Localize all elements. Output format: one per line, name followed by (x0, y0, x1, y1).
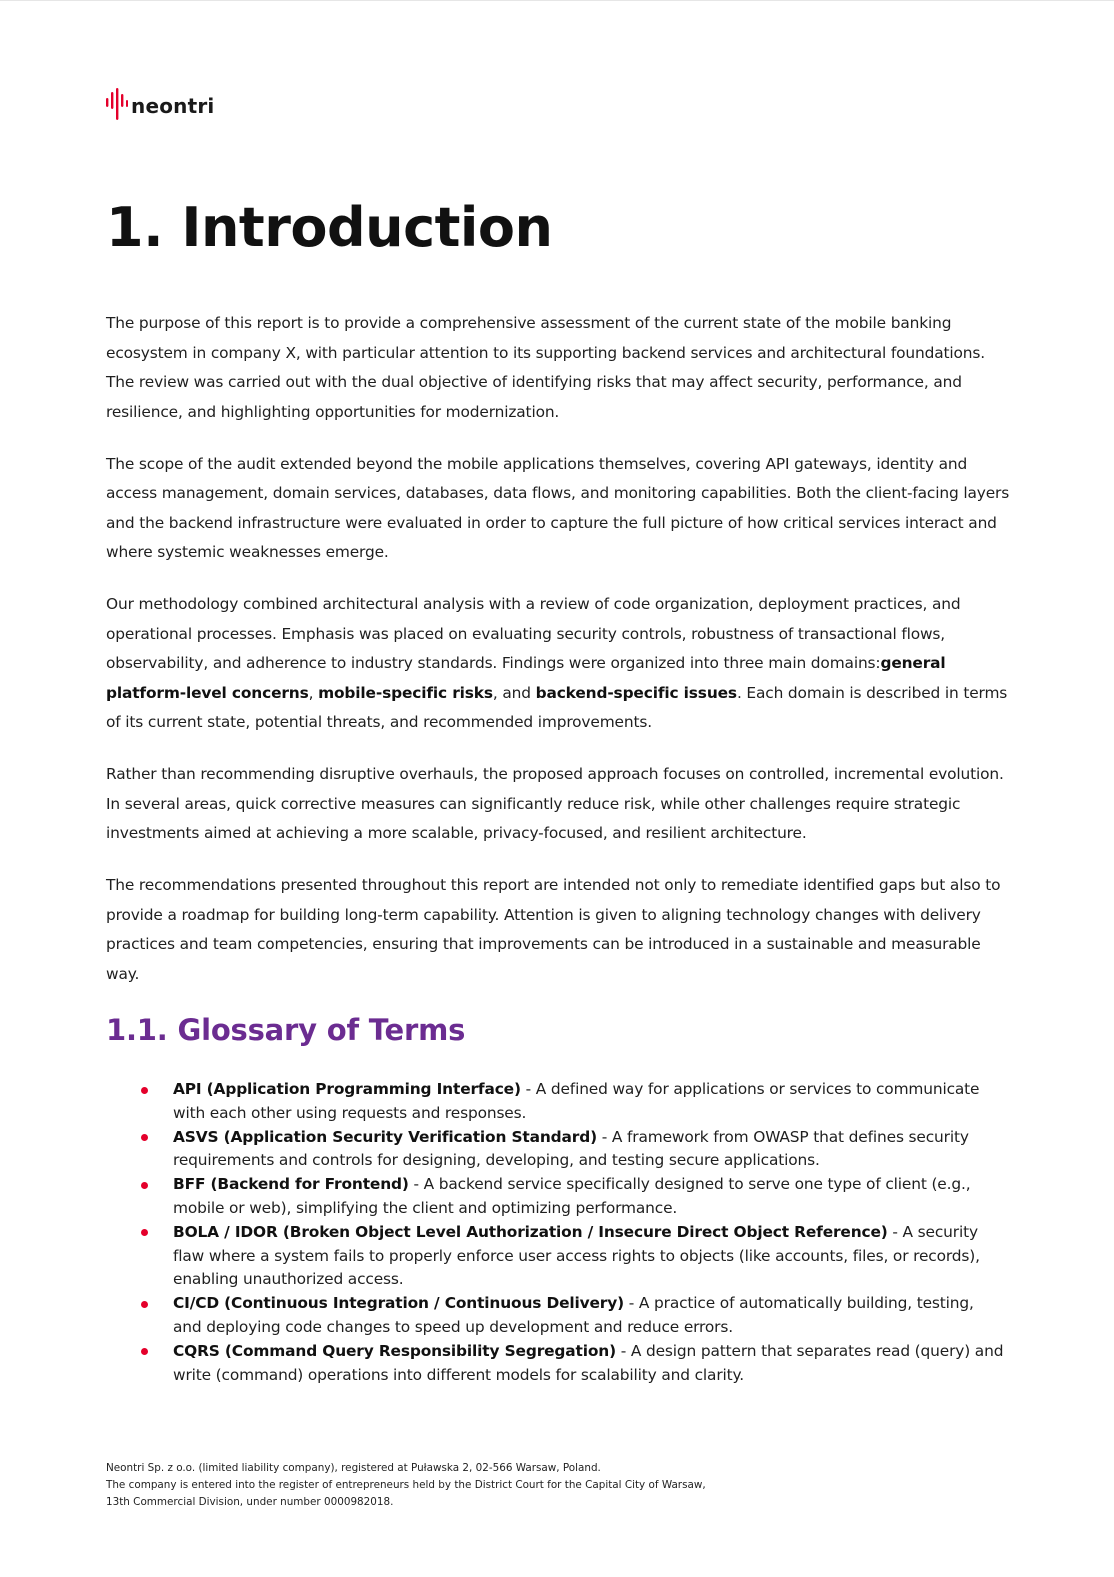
body-paragraph (106, 760, 1011, 849)
paragraph-text: Our methodology combined architectural analysis with a review of code organization, deployment practices, and operational processes. Emphasis was placed on evaluating security controls, robustness of transactional flows, observability, and adherence to industry standards. Findings were organized into three main domains: (106, 595, 961, 672)
bullet-icon (141, 1348, 148, 1355)
glossary-section-title: 1.1. Glossary of Terms (106, 1013, 466, 1047)
glossary-definition: - A framework from OWASP that defines security requirements and controls for designing, developing, and testing secure applications. (173, 1127, 969, 1170)
footer-line: 13th Commercial Division, under number 0000982018. (106, 1495, 394, 1508)
glossary-term: ASVS (Application Security Verification Standard) (173, 1127, 597, 1146)
introduction-body (106, 309, 1011, 1012)
paragraph-text: The scope of the audit extended beyond the mobile applications themselves, covering API gateways, identity and access management, domain services, databases, data flows, and monitoring capabilities. Both the client-facing layers and the backend infrastructure were evaluated in order to capture the full picture of how critical services interact and where systemic weaknesses emerge. (106, 454, 1010, 561)
glossary-definition: - A security flaw where a system fails to properly enforce user access rights to objects (like accounts, files, or records), enabling unauthorized access. (173, 1222, 980, 1289)
glossary-definition: - A design pattern that separates read (query) and write (command) operations into different models for scalability and clarity. (173, 1341, 1004, 1384)
paragraph-text: Rather than recommending disruptive overhauls, the proposed approach focuses on controlled, incremental evolution. In several areas, quick corrective measures can significantly reduce risk, while other challenges require strategic investments aimed at achieving a more scalable, privacy-focused, and resilient architecture. (106, 765, 1004, 842)
glossary-item (106, 1078, 1006, 1126)
paragraph-emphasis: mobile-specific risks (318, 683, 493, 702)
glossary-definition: - A backend service specifically designed to serve one type of client (e.g., mobile or web), simplifying the client and optimizing performance. (173, 1175, 971, 1217)
body-paragraph (106, 871, 1011, 989)
footer-line: Neontri Sp. z o.o. (limited liability company), registered at Puławska 2, 02-566 Warsaw, Poland. (106, 1462, 601, 1474)
page-title: 1. Introduction (106, 196, 553, 259)
glossary-definition: - A defined way for applications or services to communicate with each other using requests and responses. (173, 1080, 980, 1122)
page-top-border (0, 0, 1114, 1)
glossary-item (106, 1340, 1006, 1388)
glossary-term: CI/CD (Continuous Integration / Continuous Delivery) (173, 1294, 625, 1313)
paragraph-text: The recommendations presented throughout this report are intended not only to remediate identified gaps but also to provide a roadmap for building long-term capability. Attention is given to aligning technology changes with delivery practices and team competencies, ensuring that improvements can be introduced in a sustainable and measurable way. (106, 876, 1001, 983)
glossary-term: API (Application Programming Interface) (173, 1080, 521, 1098)
paragraph-text: . Each domain is described in terms of its current state, potential threats, and recommended improvements. (106, 683, 1008, 731)
paragraph-text: , and (492, 683, 536, 702)
glossary-item (106, 1292, 1006, 1340)
body-paragraph (106, 309, 1011, 427)
paragraph-emphasis: backend-specific issues (535, 683, 737, 702)
bullet-icon (141, 1301, 148, 1308)
glossary-term: BFF (Backend for Frontend) (173, 1175, 409, 1194)
glossary-term: BOLA / IDOR (Broken Object Level Authorization / Insecure Direct Object Reference) (173, 1222, 888, 1241)
neontri-logo (106, 80, 214, 120)
neontri-logo-mark-icon (106, 88, 128, 120)
glossary-definition: - A practice of automatically building, testing, and deploying code changes to speed up development and reduce errors. (173, 1294, 974, 1336)
footer-line: The company is entered into the register of entrepreneurs held by the District Court for the Capital City of Warsaw, (106, 1478, 706, 1491)
bullet-icon (141, 1134, 148, 1141)
paragraph-text: , (308, 683, 319, 702)
paragraph-text: The purpose of this report is to provide a comprehensive assessment of the current state of the mobile banking ecosystem in company X, with particular attention to its supporting backend services and architectural foundations. The review was carried out with the dual objective of identifying risks that may affect security, performance, and resilience, and highlighting opportunities for modernization. (106, 314, 986, 421)
bullet-icon (141, 1229, 148, 1236)
glossary-term: CQRS (Command Query Responsibility Segregation) (173, 1341, 616, 1360)
glossary-item (106, 1126, 1006, 1174)
glossary-item (106, 1221, 1006, 1292)
glossary-item (106, 1173, 1006, 1221)
bullet-icon (141, 1182, 148, 1189)
glossary-list (106, 1078, 1006, 1387)
bullet-icon (141, 1087, 148, 1094)
company-footer (106, 1460, 906, 1510)
body-paragraph (106, 590, 1011, 738)
logo-wordmark: neontri (131, 94, 215, 118)
body-paragraph (106, 450, 1011, 568)
paragraph-emphasis: general platform-level concerns (106, 654, 946, 702)
